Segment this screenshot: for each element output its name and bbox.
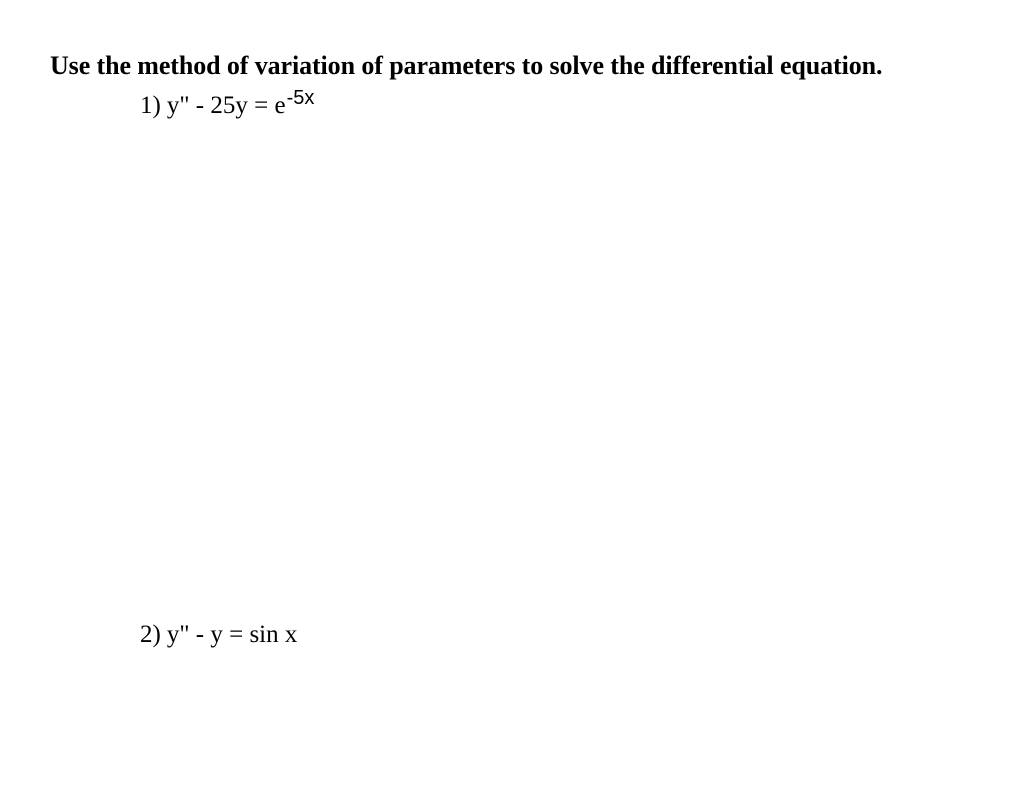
instruction-heading: Use the method of variation of parameters to solve the differential equation. <box>50 51 883 80</box>
problem-2 <box>140 621 297 649</box>
problem-2-equation: y" - y = sin x <box>166 621 298 648</box>
problem-1-equation: y" - 25y = e <box>166 92 286 119</box>
problem-1-exponent: -5x <box>286 87 315 109</box>
problem-2-number: 2) <box>140 621 161 648</box>
problem-1 <box>140 87 315 120</box>
problem-1-number: 1) <box>140 92 161 119</box>
